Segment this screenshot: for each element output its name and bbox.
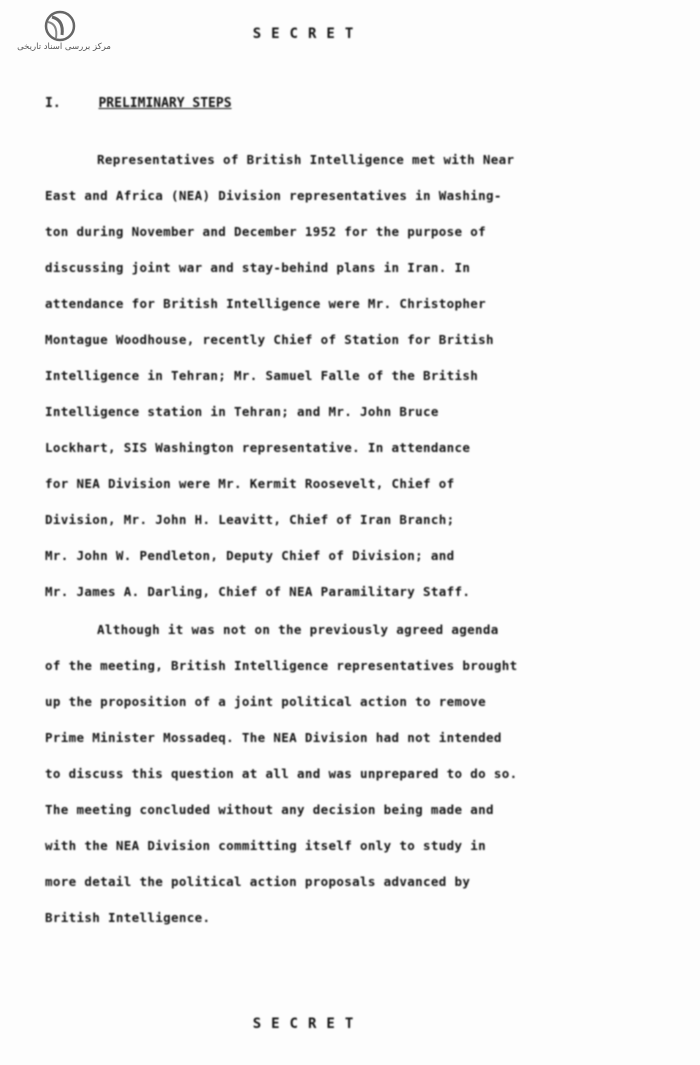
text-line: Montague Woodhouse, recently Chief of Station for British — [45, 332, 494, 347]
text-line: Prime Minister Mossadeq. The NEA Division had not intended — [45, 730, 502, 745]
text-line: Representatives of British Intelligence met with Near — [97, 152, 515, 167]
text-line: for NEA Division were Mr. Kermit Roosevelt, Chief of — [45, 476, 455, 491]
classification-header: SECRET — [252, 26, 364, 42]
text-line: attendance for British Intelligence were Mr. Christopher — [45, 296, 487, 311]
text-line: East and Africa (NEA) Division representatives in Washing- — [45, 188, 502, 203]
text-line: Mr. John W. Pendleton, Deputy Chief of Division; and — [45, 548, 455, 563]
text-line: of the meeting, British Intelligence representatives brought — [45, 658, 518, 673]
archive-logo-caption: مرکز بررسی اسناد تاریخی — [17, 42, 111, 52]
text-line: British Intelligence. — [45, 910, 211, 925]
text-line: to discuss this question at all and was unprepared to do so. — [45, 766, 518, 781]
text-line: ton during November and December 1952 for the purpose of — [45, 224, 487, 239]
text-line: Lockhart, SIS Washington representative. In attendance — [45, 440, 471, 455]
section-title: PRELIMINARY STEPS — [98, 96, 232, 111]
text-line: more detail the political action proposals advanced by — [45, 874, 471, 889]
section-heading — [45, 96, 232, 111]
text-line: up the proposition of a joint political action to remove — [45, 694, 487, 709]
text-line: with the NEA Division committing itself only to study in — [45, 838, 487, 853]
text-line: Although it was not on the previously agreed agenda — [97, 622, 499, 637]
text-line: Intelligence in Tehran; Mr. Samuel Falle of the British — [45, 368, 479, 383]
text-line: Division, Mr. John H. Leavitt, Chief of Iran Branch; — [45, 512, 455, 527]
text-line: discussing joint war and stay-behind plans in Iran. In — [45, 260, 471, 275]
text-line: Intelligence station in Tehran; and Mr. John Bruce — [45, 404, 439, 419]
section-number: I. — [45, 96, 61, 111]
text-line: Mr. James A. Darling, Chief of NEA Paramilitary Staff. — [45, 584, 471, 599]
text-line: The meeting concluded without any decision being made and — [45, 802, 494, 817]
classification-footer: SECRET — [252, 1016, 364, 1032]
